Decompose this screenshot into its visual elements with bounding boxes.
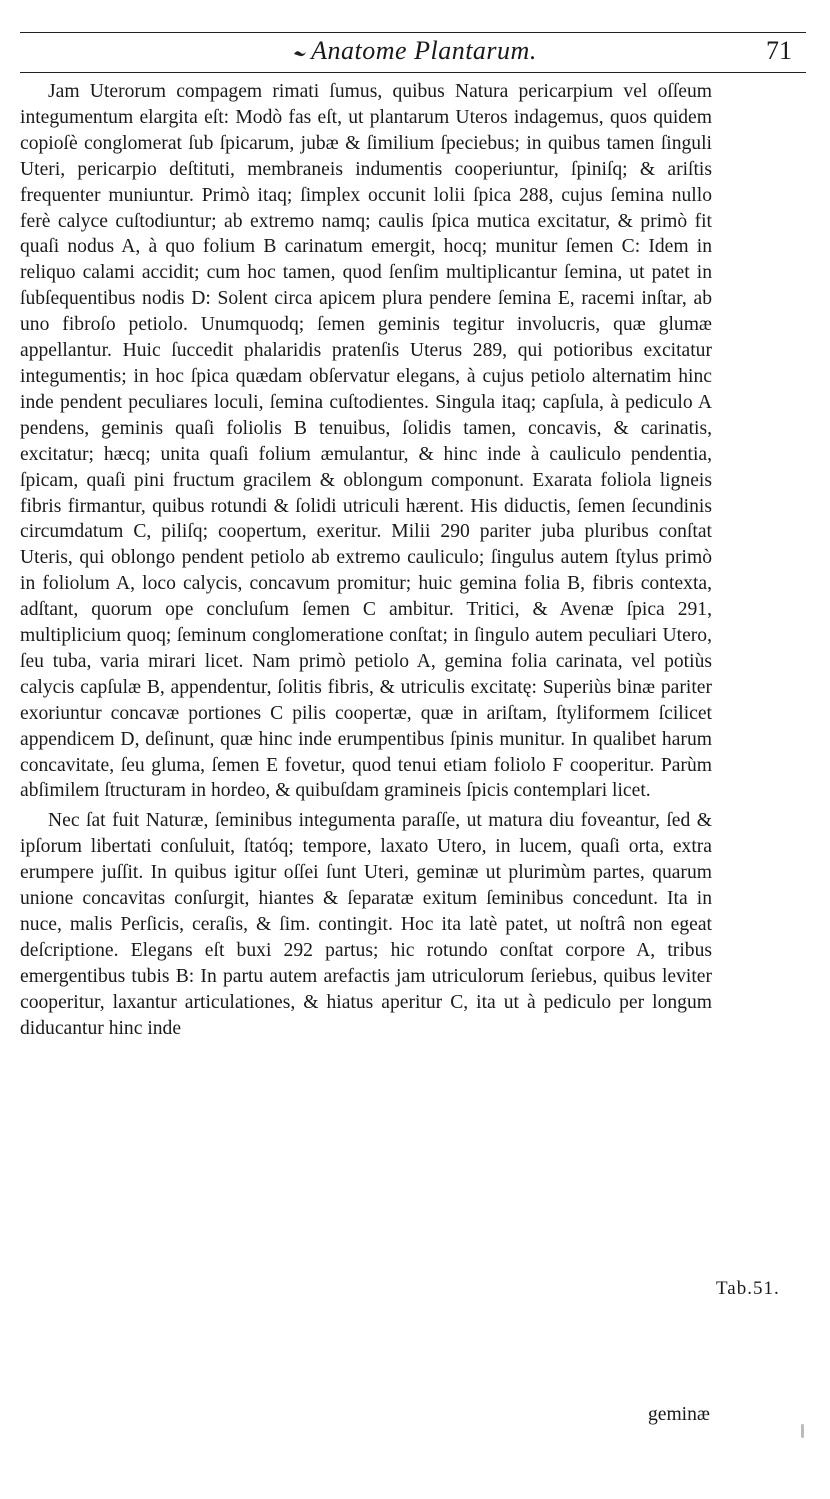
running-head	[0, 34, 830, 74]
page-number: 71	[766, 36, 792, 65]
paper-speck	[801, 1424, 804, 1438]
running-title	[0, 36, 830, 66]
catchword: geminæ	[647, 1404, 710, 1425]
body-text	[20, 79, 712, 1042]
paragraph: Nec ſat fuit Naturæ, ſeminibus integumenta paraſſe, ut matura diu foveantur, ſed & ipſorum libertati conſuluit, ſtatóq; tempore, laxato Utero, in lucem, quaſi orta, extra erumpere juſſit. In quibus igitur oſſei ſunt Uteri, geminæ ut plurimùm partes, quarum unione concavitas conſurgit, hiantes & ſeparatæ exitum ſeminibus concedunt. Ita in nuce, malis Perſicis, ceraſis, & ſim. contingit. Hoc ita latè patet, ut noſtrâ non egeat deſcriptione. Elegans eſt buxi 292 partus; hic rotundo conſtat corpore A, tribus emergentibus tubis B: In partu autem arefactis jam utriculorum ſeriebus, quibus leviter cooperitur, laxantur articulationes, & hiatus aperitur C, ita ut à pediculo per longum diducantur hinc inde	[20, 810, 712, 1039]
margin-note-table-reference: Tab.51.	[716, 1278, 780, 1299]
top-rule	[20, 32, 806, 33]
fleuron-icon	[293, 49, 307, 58]
paragraph: Jam Uterorum compagem rimati ſumus, quibus Natura pericarpium vel oſſeum integumentum elargita eſt: Modò fas eſt, ut plantarum Uteros indagemus, quos quidem copioſè conglomerat ſub ſpicarum, jubæ & ſimilium ſpeciebus; in quibus tamen ſinguli Uteri, pericarpio deſtituti, membraneis indumentis cooperiuntur, ſpiniſq; & ariſtis frequenter muniuntur. Primò itaq; ſimplex occunit lolii ſpica 288, cujus ſemina nullo ferè calyce cuſtodiuntur; ab extremo namq; caulis ſpica mutica excitatur, & primò fit quaſi nodus A, à quo folium B carinatum emergit, hocq; munitur ſemen C: Idem in reliquo calami accidit; cum hoc tamen, quod ſenſim multiplicantur ſemina, ut patet in ſubſequentibus nodis D: Solent circa apicem plura pendere ſemina E, racemi inſtar, ab uno fibroſo petiolo. Unumquodq; ſemen geminis tegitur involucris, quæ glumæ appellantur. Huic ſuccedit phalaridis pratenſis Uterus 289, qui potioribus excitatur integumentis; in hoc ſpica quædam obſervatur elegans, à cujus petiolo alternatim hinc inde pendent peculiares loculi, ſemina cuſtodientes. Singula itaq; capſula, à pediculo A pendens, geminis quaſi foliolis B tenuibus, ſolidis tamen, concavis, & carinatis, excitatur; hæcq; unita quaſi folium æmulantur, & hinc inde à cauliculo pendentia, ſpicam, quaſi pini fructum gracilem & oblongum componunt. Exarata foliola ligneis fibris firmantur, quibus rotundi & ſolidi utriculi hærent. His diductis, ſemen ſecundinis circumdatum C, piliſq; coopertum, exeritur. Milii 290 pariter juba pluribus conſtat Uteris, qui oblongo pendent petiolo ab extremo cauliculo; ſingulus autem ſtylus primò in foliolum A, loco calycis, concavum promitur; huic gemina folia B, fibris contexta, adſtant, quorum ope concluſum ſemen C ambitur. Tritici, & Avenæ ſpica 291, multiplicium quoq; ſeminum conglomeratione conſtat; in ſingulo autem peculiari Utero, ſeu tuba, varia mirari licet. Nam primò petiolo A, gemina folia carinata, vel potiùs calycis capſulæ B, appendentur, ſolitis fibris, & utriculis excitatę: Superiùs binæ pariter exoriuntur concavæ portiones C pilis coopertæ, quæ in ariſtam, ſtyliformem ſcilicet appendicem D, deſinunt, quæ hinc inde erumpentibus ſpinis munitur. In qualibet harum concavitate, ſeu gluma, ſemen E fovetur, quod tenui etiam foliolo F cooperitur. Parùm abſimilem ſtructuram in hordeo, & quibuſdam gramineis ſpicis contemplari licet.	[20, 81, 712, 802]
header-rule	[20, 72, 806, 73]
running-title-text: Anatome Plantarum.	[311, 36, 537, 65]
